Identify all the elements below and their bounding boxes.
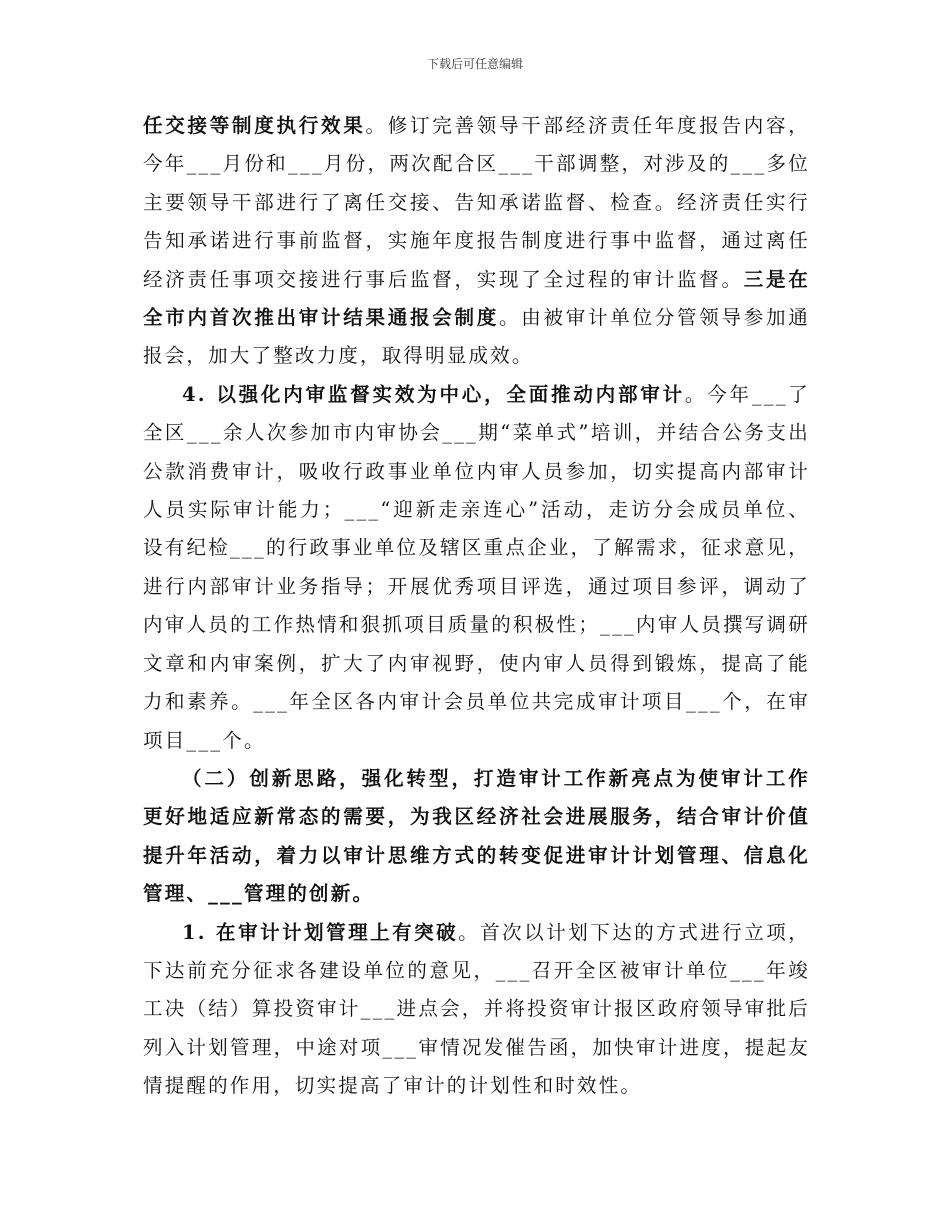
bold-phrase: 任交接等制度执行效果 xyxy=(143,114,366,137)
paragraph xyxy=(143,760,810,914)
section-heading: 1. 在审计计划管理上有突破 xyxy=(182,920,459,944)
paragraph xyxy=(143,107,810,376)
section-heading: 4. 以强化内审监督实效为中心，全面推动内部审计 xyxy=(182,382,685,406)
bold-phrase: 三是在全市内首次推出审计结果通报会制度 xyxy=(143,267,810,330)
body-text: 。今年___了全区___余人次参加市内审协会___期“菜单式”培训，并结合公务支出公款消费审计，吸收行政事业单位内审人员参加，切实提高内部审计人员实际审计能力；___“迎新走亲连心”活动，走访分会成员单位、设有纪检___的行政事业单位及辖区重点企业，了解需求，征求意见，进行内部审计业务指导；开展优秀项目评选，通过项目参评，调动了内审人员的工作热情和狠抓项目质量的积极性；___内审人员撰写调研文章和内审案例，扩大了内审视野，使内审人员得到锻炼，提高了能力和素养。___年全区各内审计会员单位共完成审计项目___个，在审项目___个。 xyxy=(143,382,811,752)
body-text: 。由被审计单位分管领导参加通报会，加大了整改力度，取得明显成效。 xyxy=(143,306,810,368)
paragraph xyxy=(143,914,810,1106)
paragraph xyxy=(143,376,810,760)
body-text: 。修订完善领导干部经济责任年度报告内容，今年___月份和___月份，两次配合区___干部调整，对涉及的___多位主要领导干部进行了离任交接、告知承诺监督、检查。经济责任实行告知承诺进行事前监督，实施年度报告制度进行事中监督，通过离任经济责任事项交接进行事后监督，实现了全过程的审计监督。 xyxy=(143,114,810,291)
section-heading: （二）创新思路，强化转型，打造审计工作新亮点为使审计工作更好地适应新常态的需要，为我区经济社会进展服务，结合审计价值提升年活动，着力以审计思维方式的转变促进审计计划管理、信息化管理、___管理的创新。 xyxy=(143,766,810,906)
body-text: 。首次以计划下达的方式进行立项，下达前充分征求各建设单位的意见，___召开全区被审计单位___年竣工决（结）算投资审计___进点会，并将投资审计报区政府领导审批后列入计划管理，中途对项___审情况发催告函，加快审计进度，提起友情提醒的作用，切实提高了审计的计划性和时效性。 xyxy=(143,920,810,1098)
document-body xyxy=(143,107,810,1106)
page-header: 下载后可任意编辑 xyxy=(426,57,523,71)
